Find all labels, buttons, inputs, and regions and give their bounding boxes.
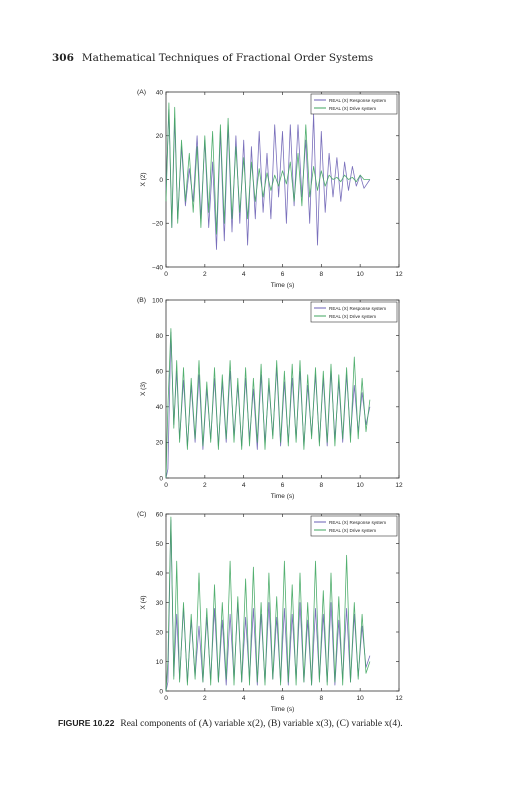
legend-label: REAL (X) Drive system (329, 528, 377, 533)
legend-label: REAL (X) Response system (329, 306, 387, 311)
y-tick-label: 80 (155, 332, 163, 340)
x-axis-label: Time (s) (270, 282, 295, 289)
panel-label: (B) (137, 297, 147, 304)
y-tick-label: 50 (155, 540, 163, 548)
x-tick-label: 2 (203, 695, 207, 702)
legend-label: REAL (X) Response system (329, 98, 387, 103)
figure-caption-text: Real components of (A) variable x(2), (B) variable x(3), (C) variable x(4). (120, 719, 403, 729)
legend-label: REAL (X) Drive system (329, 106, 377, 111)
x-tick-label: 12 (395, 695, 403, 702)
y-tick-label: 40 (155, 570, 163, 578)
panel-label: (C) (137, 511, 147, 518)
x-tick-label: 0 (164, 271, 168, 278)
y-tick-label: 10 (155, 658, 163, 666)
y-tick-label: 0 (159, 688, 163, 696)
series-line (166, 517, 370, 691)
x-tick-label: 4 (241, 271, 246, 278)
legend-label: REAL (X) Response system (329, 520, 387, 525)
x-tick-label: 10 (356, 695, 364, 702)
legend-box (311, 516, 397, 536)
y-tick-label: 20 (155, 629, 163, 637)
figure-caption (58, 718, 403, 729)
x-tick-label: 0 (164, 482, 168, 489)
panel-label: (A) (137, 89, 147, 96)
y-tick-label: 60 (155, 368, 163, 376)
y-tick-label: 40 (155, 404, 163, 412)
y-axis-label: X (3) (140, 381, 147, 397)
chart-panel (137, 89, 403, 289)
y-axis-label: X (4) (140, 595, 147, 610)
plot-frame (166, 300, 399, 478)
x-tick-label: 12 (395, 482, 403, 489)
y-tick-label: 40 (155, 89, 163, 97)
y-tick-label: −40 (151, 264, 163, 272)
y-tick-label: 20 (155, 133, 163, 141)
y-tick-label: 20 (155, 439, 163, 447)
y-tick-label: 0 (159, 176, 163, 184)
legend-box (311, 302, 397, 322)
x-axis-label: Time (s) (270, 706, 295, 713)
legend-box (311, 94, 397, 114)
y-tick-label: 60 (155, 511, 163, 519)
x-axis-label: Time (s) (270, 493, 295, 500)
legend-label: REAL (X) Drive system (329, 314, 377, 319)
y-axis-label: X (2) (140, 172, 147, 187)
y-tick-label: 30 (155, 599, 163, 607)
chart-panel (137, 297, 403, 500)
x-tick-label: 6 (280, 271, 285, 278)
book-title: Mathematical Techniques of Fractional Order Systems (81, 52, 374, 64)
plot-frame (166, 514, 399, 691)
x-tick-label: 2 (203, 482, 207, 489)
figure-label: FIGURE 10.22 (58, 718, 115, 728)
y-tick-label: 0 (159, 475, 163, 483)
x-tick-label: 2 (203, 271, 207, 278)
x-tick-label: 0 (164, 695, 168, 702)
x-tick-label: 6 (280, 482, 285, 489)
x-tick-label: 12 (395, 271, 403, 278)
x-tick-label: 6 (280, 695, 285, 702)
page-number: 306 (52, 52, 74, 64)
x-tick-label: 8 (319, 271, 324, 278)
y-tick-label: −20 (151, 220, 163, 228)
chart-panel (137, 511, 403, 713)
x-tick-label: 10 (356, 482, 364, 489)
x-tick-label: 4 (241, 482, 246, 489)
x-tick-label: 10 (356, 271, 364, 278)
y-tick-label: 100 (152, 297, 163, 305)
x-tick-label: 4 (241, 695, 246, 702)
x-tick-label: 8 (319, 482, 324, 489)
x-tick-label: 8 (319, 695, 324, 702)
